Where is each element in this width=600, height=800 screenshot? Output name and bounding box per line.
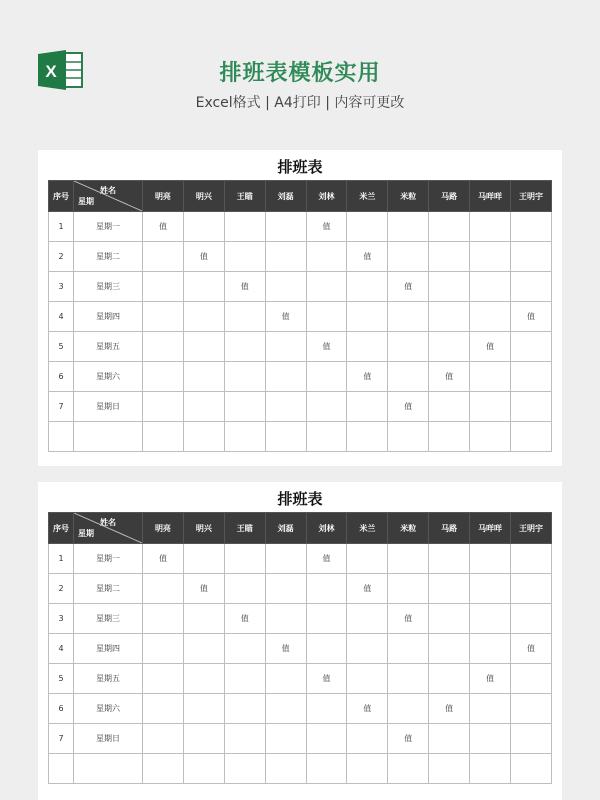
- duty-cell[interactable]: [511, 544, 552, 574]
- duty-cell[interactable]: [183, 272, 224, 302]
- table-row: [49, 392, 552, 422]
- duty-cell[interactable]: [224, 724, 265, 754]
- duty-cell[interactable]: [265, 272, 306, 302]
- duty-cell[interactable]: [306, 302, 347, 332]
- header-staff-name: 王瞄: [224, 513, 265, 544]
- header-staff-name: 明兴: [183, 513, 224, 544]
- duty-cell[interactable]: [511, 332, 552, 362]
- empty-cell[interactable]: [74, 422, 143, 452]
- duty-cell[interactable]: [347, 634, 388, 664]
- schedule-sheet-2: [38, 482, 562, 800]
- duty-cell[interactable]: [183, 302, 224, 332]
- duty-cell[interactable]: [224, 634, 265, 664]
- duty-cell[interactable]: [429, 634, 470, 664]
- empty-cell[interactable]: [183, 422, 224, 452]
- header-staff-name: 明亮: [143, 513, 184, 544]
- duty-cell[interactable]: [429, 664, 470, 694]
- duty-cell[interactable]: [265, 392, 306, 422]
- row-day: 星期五: [74, 664, 143, 694]
- duty-cell[interactable]: [511, 664, 552, 694]
- duty-cell[interactable]: [347, 664, 388, 694]
- header-staff-name: 明亮: [143, 181, 184, 212]
- row-day: 星期二: [74, 574, 143, 604]
- duty-cell[interactable]: [470, 242, 511, 272]
- duty-cell[interactable]: [224, 694, 265, 724]
- duty-cell[interactable]: [224, 544, 265, 574]
- duty-cell[interactable]: [511, 574, 552, 604]
- row-day: 星期三: [74, 272, 143, 302]
- empty-cell[interactable]: [306, 422, 347, 452]
- duty-cell[interactable]: [511, 604, 552, 634]
- row-number: 4: [49, 302, 74, 332]
- row-number: 2: [49, 242, 74, 272]
- table-row: [49, 574, 552, 604]
- duty-cell[interactable]: 值: [388, 392, 429, 422]
- duty-cell[interactable]: [183, 664, 224, 694]
- duty-cell[interactable]: 值: [388, 724, 429, 754]
- header-seq: 序号: [49, 513, 74, 544]
- header-staff-name: 米粒: [388, 181, 429, 212]
- empty-cell[interactable]: [470, 754, 511, 784]
- duty-cell[interactable]: [224, 664, 265, 694]
- page-subtitle: Excel格式 | A4打印 | 内容可更改: [195, 95, 405, 111]
- duty-cell[interactable]: [183, 392, 224, 422]
- row-day: 星期日: [74, 392, 143, 422]
- empty-cell[interactable]: [49, 754, 74, 784]
- empty-cell[interactable]: [470, 422, 511, 452]
- duty-cell[interactable]: [347, 272, 388, 302]
- table-row-empty: [49, 754, 552, 784]
- duty-cell[interactable]: [306, 242, 347, 272]
- duty-cell[interactable]: [306, 604, 347, 634]
- duty-cell[interactable]: 值: [388, 604, 429, 634]
- duty-cell[interactable]: [306, 392, 347, 422]
- empty-cell[interactable]: [388, 754, 429, 784]
- duty-cell[interactable]: 值: [265, 634, 306, 664]
- header-name-week: [74, 181, 143, 212]
- duty-cell[interactable]: [388, 302, 429, 332]
- table-row: [49, 604, 552, 634]
- empty-cell[interactable]: [224, 422, 265, 452]
- row-day: 星期一: [74, 212, 143, 242]
- duty-cell[interactable]: 值: [347, 694, 388, 724]
- row-day: 星期四: [74, 302, 143, 332]
- duty-cell[interactable]: 值: [143, 212, 184, 242]
- schedule-sheet-1: [38, 150, 562, 466]
- duty-cell[interactable]: [470, 604, 511, 634]
- empty-cell[interactable]: [74, 754, 143, 784]
- duty-cell[interactable]: [429, 332, 470, 362]
- duty-cell[interactable]: [511, 694, 552, 724]
- table-row: [49, 332, 552, 362]
- duty-cell[interactable]: [429, 272, 470, 302]
- duty-cell[interactable]: [511, 212, 552, 242]
- table-row: [49, 212, 552, 242]
- table-header-row: [49, 181, 552, 212]
- row-number: 7: [49, 724, 74, 754]
- duty-cell[interactable]: [347, 302, 388, 332]
- duty-cell[interactable]: [470, 212, 511, 242]
- duty-cell[interactable]: [511, 242, 552, 272]
- duty-cell[interactable]: [429, 212, 470, 242]
- header-staff-name: 明兴: [183, 181, 224, 212]
- duty-cell[interactable]: 值: [347, 362, 388, 392]
- duty-cell[interactable]: [388, 332, 429, 362]
- duty-cell[interactable]: [143, 634, 184, 664]
- header-seq: 序号: [49, 181, 74, 212]
- header-staff-name: 王明宇: [511, 513, 552, 544]
- duty-cell[interactable]: [224, 574, 265, 604]
- row-number: 3: [49, 272, 74, 302]
- row-day: 星期四: [74, 634, 143, 664]
- duty-cell[interactable]: [265, 332, 306, 362]
- header-staff-name: 米兰: [347, 181, 388, 212]
- duty-cell[interactable]: [183, 544, 224, 574]
- header-staff-name: 刘磊: [265, 181, 306, 212]
- duty-cell[interactable]: [388, 694, 429, 724]
- schedule-table: [48, 512, 552, 784]
- duty-cell[interactable]: [265, 694, 306, 724]
- header-staff-name: 王瞄: [224, 181, 265, 212]
- table-row: [49, 272, 552, 302]
- duty-cell[interactable]: [429, 574, 470, 604]
- duty-cell[interactable]: 值: [183, 242, 224, 272]
- header-week-label: 星期: [78, 197, 94, 206]
- duty-cell[interactable]: 值: [388, 272, 429, 302]
- row-number: 1: [49, 212, 74, 242]
- table-row: [49, 362, 552, 392]
- header-staff-name: 米粒: [388, 513, 429, 544]
- duty-cell[interactable]: [388, 212, 429, 242]
- duty-cell[interactable]: [511, 724, 552, 754]
- duty-cell[interactable]: [183, 724, 224, 754]
- excel-logo-letter: X: [45, 62, 57, 81]
- duty-cell[interactable]: 值: [306, 332, 347, 362]
- duty-cell[interactable]: [306, 634, 347, 664]
- duty-cell[interactable]: [306, 362, 347, 392]
- row-number: 1: [49, 544, 74, 574]
- duty-cell[interactable]: [143, 664, 184, 694]
- duty-cell[interactable]: [183, 634, 224, 664]
- empty-cell[interactable]: [143, 754, 184, 784]
- header-staff-name: 刘林: [306, 513, 347, 544]
- table-row: [49, 242, 552, 272]
- header-staff-name: 马咩咩: [470, 513, 511, 544]
- duty-cell[interactable]: [143, 332, 184, 362]
- duty-cell[interactable]: [143, 242, 184, 272]
- duty-cell[interactable]: [183, 362, 224, 392]
- header-name-week: [74, 513, 143, 544]
- table-header-row: [49, 513, 552, 544]
- duty-cell[interactable]: [429, 392, 470, 422]
- table-row: [49, 302, 552, 332]
- empty-cell[interactable]: [347, 754, 388, 784]
- duty-cell[interactable]: [388, 634, 429, 664]
- duty-cell[interactable]: [265, 604, 306, 634]
- header-staff-name: 马咩咩: [470, 181, 511, 212]
- duty-cell[interactable]: [470, 392, 511, 422]
- table-row: [49, 694, 552, 724]
- table-row-empty: [49, 422, 552, 452]
- duty-cell[interactable]: [306, 272, 347, 302]
- row-number: 2: [49, 574, 74, 604]
- row-number: 7: [49, 392, 74, 422]
- row-number: 5: [49, 664, 74, 694]
- duty-cell[interactable]: [143, 392, 184, 422]
- duty-cell[interactable]: [347, 392, 388, 422]
- duty-cell[interactable]: [347, 544, 388, 574]
- table-row: [49, 634, 552, 664]
- duty-cell[interactable]: [143, 724, 184, 754]
- duty-cell[interactable]: [143, 694, 184, 724]
- duty-cell[interactable]: [470, 634, 511, 664]
- duty-cell[interactable]: [306, 724, 347, 754]
- duty-cell[interactable]: [470, 694, 511, 724]
- header-staff-name: 马路: [429, 513, 470, 544]
- duty-cell[interactable]: [470, 544, 511, 574]
- row-day: 星期六: [74, 694, 143, 724]
- duty-cell[interactable]: 值: [470, 664, 511, 694]
- duty-cell[interactable]: [224, 392, 265, 422]
- duty-cell[interactable]: [388, 574, 429, 604]
- duty-cell[interactable]: [183, 604, 224, 634]
- duty-cell[interactable]: 值: [511, 634, 552, 664]
- duty-cell[interactable]: 值: [470, 332, 511, 362]
- header-staff-name: 王明宇: [511, 181, 552, 212]
- duty-cell[interactable]: 值: [265, 302, 306, 332]
- row-day: 星期六: [74, 362, 143, 392]
- duty-cell[interactable]: [183, 694, 224, 724]
- schedule-table: [48, 180, 552, 452]
- row-number: 4: [49, 634, 74, 664]
- empty-cell[interactable]: [511, 422, 552, 452]
- empty-cell[interactable]: [388, 422, 429, 452]
- duty-cell[interactable]: [470, 272, 511, 302]
- duty-cell[interactable]: 值: [347, 574, 388, 604]
- duty-cell[interactable]: [511, 272, 552, 302]
- row-day: 星期二: [74, 242, 143, 272]
- duty-cell[interactable]: [306, 574, 347, 604]
- duty-cell[interactable]: 值: [347, 242, 388, 272]
- duty-cell[interactable]: [470, 362, 511, 392]
- row-day: 星期日: [74, 724, 143, 754]
- duty-cell[interactable]: 值: [224, 604, 265, 634]
- empty-cell[interactable]: [143, 422, 184, 452]
- duty-cell[interactable]: 值: [429, 694, 470, 724]
- table-row: [49, 664, 552, 694]
- duty-cell[interactable]: [265, 242, 306, 272]
- duty-cell[interactable]: [265, 362, 306, 392]
- duty-cell[interactable]: [224, 242, 265, 272]
- duty-cell[interactable]: [224, 362, 265, 392]
- duty-cell[interactable]: 值: [306, 212, 347, 242]
- page-title: 排班表模板实用: [219, 61, 381, 86]
- duty-cell[interactable]: [143, 574, 184, 604]
- duty-cell[interactable]: [143, 272, 184, 302]
- duty-cell[interactable]: 值: [224, 272, 265, 302]
- duty-cell[interactable]: [143, 362, 184, 392]
- duty-cell[interactable]: [224, 302, 265, 332]
- duty-cell[interactable]: [347, 604, 388, 634]
- duty-cell[interactable]: 值: [306, 544, 347, 574]
- duty-cell[interactable]: 值: [511, 302, 552, 332]
- duty-cell[interactable]: [470, 302, 511, 332]
- duty-cell[interactable]: [347, 332, 388, 362]
- empty-cell[interactable]: [49, 422, 74, 452]
- duty-cell[interactable]: [265, 544, 306, 574]
- duty-cell[interactable]: 值: [306, 664, 347, 694]
- header-staff-name: 马路: [429, 181, 470, 212]
- empty-cell[interactable]: [429, 754, 470, 784]
- header-week-label: 星期: [78, 529, 94, 538]
- duty-cell[interactable]: [511, 392, 552, 422]
- duty-cell[interactable]: [224, 332, 265, 362]
- duty-cell[interactable]: [143, 604, 184, 634]
- row-day: 星期一: [74, 544, 143, 574]
- duty-cell[interactable]: [388, 544, 429, 574]
- duty-cell[interactable]: [347, 724, 388, 754]
- empty-cell[interactable]: [183, 754, 224, 784]
- duty-cell[interactable]: [388, 664, 429, 694]
- duty-cell[interactable]: [183, 332, 224, 362]
- duty-cell[interactable]: [429, 604, 470, 634]
- empty-cell[interactable]: [306, 754, 347, 784]
- duty-cell[interactable]: 值: [429, 362, 470, 392]
- empty-cell[interactable]: [265, 754, 306, 784]
- empty-cell[interactable]: [511, 754, 552, 784]
- row-number: 5: [49, 332, 74, 362]
- duty-cell[interactable]: [265, 724, 306, 754]
- header-staff-name: 刘林: [306, 181, 347, 212]
- empty-cell[interactable]: [265, 422, 306, 452]
- duty-cell[interactable]: [224, 212, 265, 242]
- empty-cell[interactable]: [429, 422, 470, 452]
- row-number: 6: [49, 362, 74, 392]
- header-name-label: 姓名: [100, 186, 116, 195]
- header-staff-name: 米兰: [347, 513, 388, 544]
- duty-cell[interactable]: [470, 724, 511, 754]
- row-day: 星期三: [74, 604, 143, 634]
- header-name-label: 姓名: [100, 518, 116, 527]
- empty-cell[interactable]: [347, 422, 388, 452]
- sheet-title: 排班表: [277, 158, 323, 176]
- duty-cell[interactable]: [429, 242, 470, 272]
- duty-cell[interactable]: [306, 694, 347, 724]
- table-row: [49, 544, 552, 574]
- duty-cell[interactable]: [429, 302, 470, 332]
- duty-cell[interactable]: [143, 302, 184, 332]
- duty-cell[interactable]: 值: [143, 544, 184, 574]
- duty-cell[interactable]: [347, 212, 388, 242]
- table-row: [49, 724, 552, 754]
- sheet-title: 排班表: [277, 490, 323, 508]
- empty-cell[interactable]: [224, 754, 265, 784]
- duty-cell[interactable]: [265, 664, 306, 694]
- duty-cell[interactable]: 值: [183, 574, 224, 604]
- row-day: 星期五: [74, 332, 143, 362]
- row-number: 3: [49, 604, 74, 634]
- duty-cell[interactable]: [388, 242, 429, 272]
- duty-cell[interactable]: [388, 362, 429, 392]
- duty-cell[interactable]: [265, 212, 306, 242]
- duty-cell[interactable]: [429, 724, 470, 754]
- row-number: 6: [49, 694, 74, 724]
- duty-cell[interactable]: [429, 544, 470, 574]
- duty-cell[interactable]: [470, 574, 511, 604]
- duty-cell[interactable]: [511, 362, 552, 392]
- duty-cell[interactable]: [265, 574, 306, 604]
- header-staff-name: 刘磊: [265, 513, 306, 544]
- duty-cell[interactable]: [183, 212, 224, 242]
